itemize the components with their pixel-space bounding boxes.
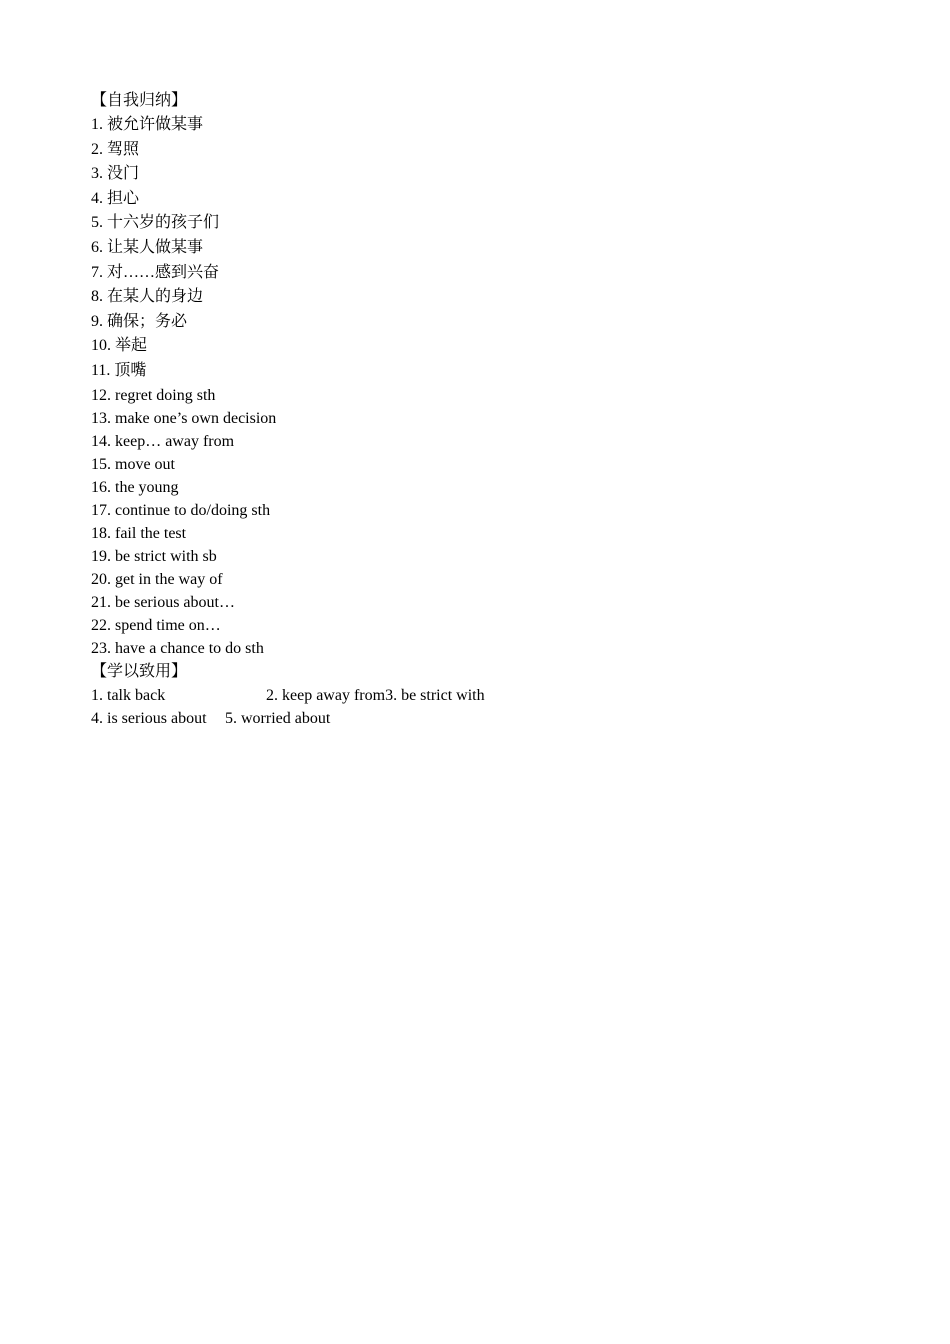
answer-item: 5. worried about [225,709,331,727]
list-item: 19. be strict with sb [91,547,217,565]
list-item: 11. 顶嘴 [91,361,147,379]
answer-item: 3. be strict with [385,686,485,704]
list-item: 9. 确保；务必 [91,312,188,330]
list-item: 4. 担心 [91,189,140,207]
document-page [91,89,871,730]
list-item: 1. 被允许做某事 [91,116,204,133]
answer-item: 1. talk back [91,686,166,704]
list-item: 21. be serious about… [91,593,235,611]
list-item: 15. move out [91,455,175,473]
list-item: 22. spend time on… [91,616,221,634]
list-item: 18. fail the test [91,524,187,542]
self-summary-list [91,113,871,660]
list-item: 23. have a chance to do sth [91,639,264,657]
list-item: 16. the young [91,478,179,496]
list-item: 3. 没门 [91,165,140,183]
list-item: 14. keep… away from [91,432,235,450]
answer-row [91,707,871,730]
list-item: 13. make one’s own decision [91,409,277,427]
list-item: 20. get in the way of [91,570,223,588]
list-item: 10. 举起 [91,337,148,355]
list-item: 5. 十六岁的孩子们 [91,214,220,232]
answer-item: 2. keep away from [266,686,386,704]
list-item: 7. 对……感到兴奋 [91,263,220,281]
list-item: 12. regret doing sth [91,386,216,404]
list-item: 2. 驾照 [91,140,140,158]
section-heading-apply: 【学以致用】 [91,662,188,680]
list-item: 6. 让某人做某事 [91,238,204,256]
answer-row [91,684,871,707]
list-item: 8. 在某人的身边 [91,288,204,306]
section-heading-self-summary: 【自我归纳】 [91,92,188,109]
answer-item: 4. is serious about [91,709,207,727]
list-item: 17. continue to do/doing sth [91,501,271,519]
